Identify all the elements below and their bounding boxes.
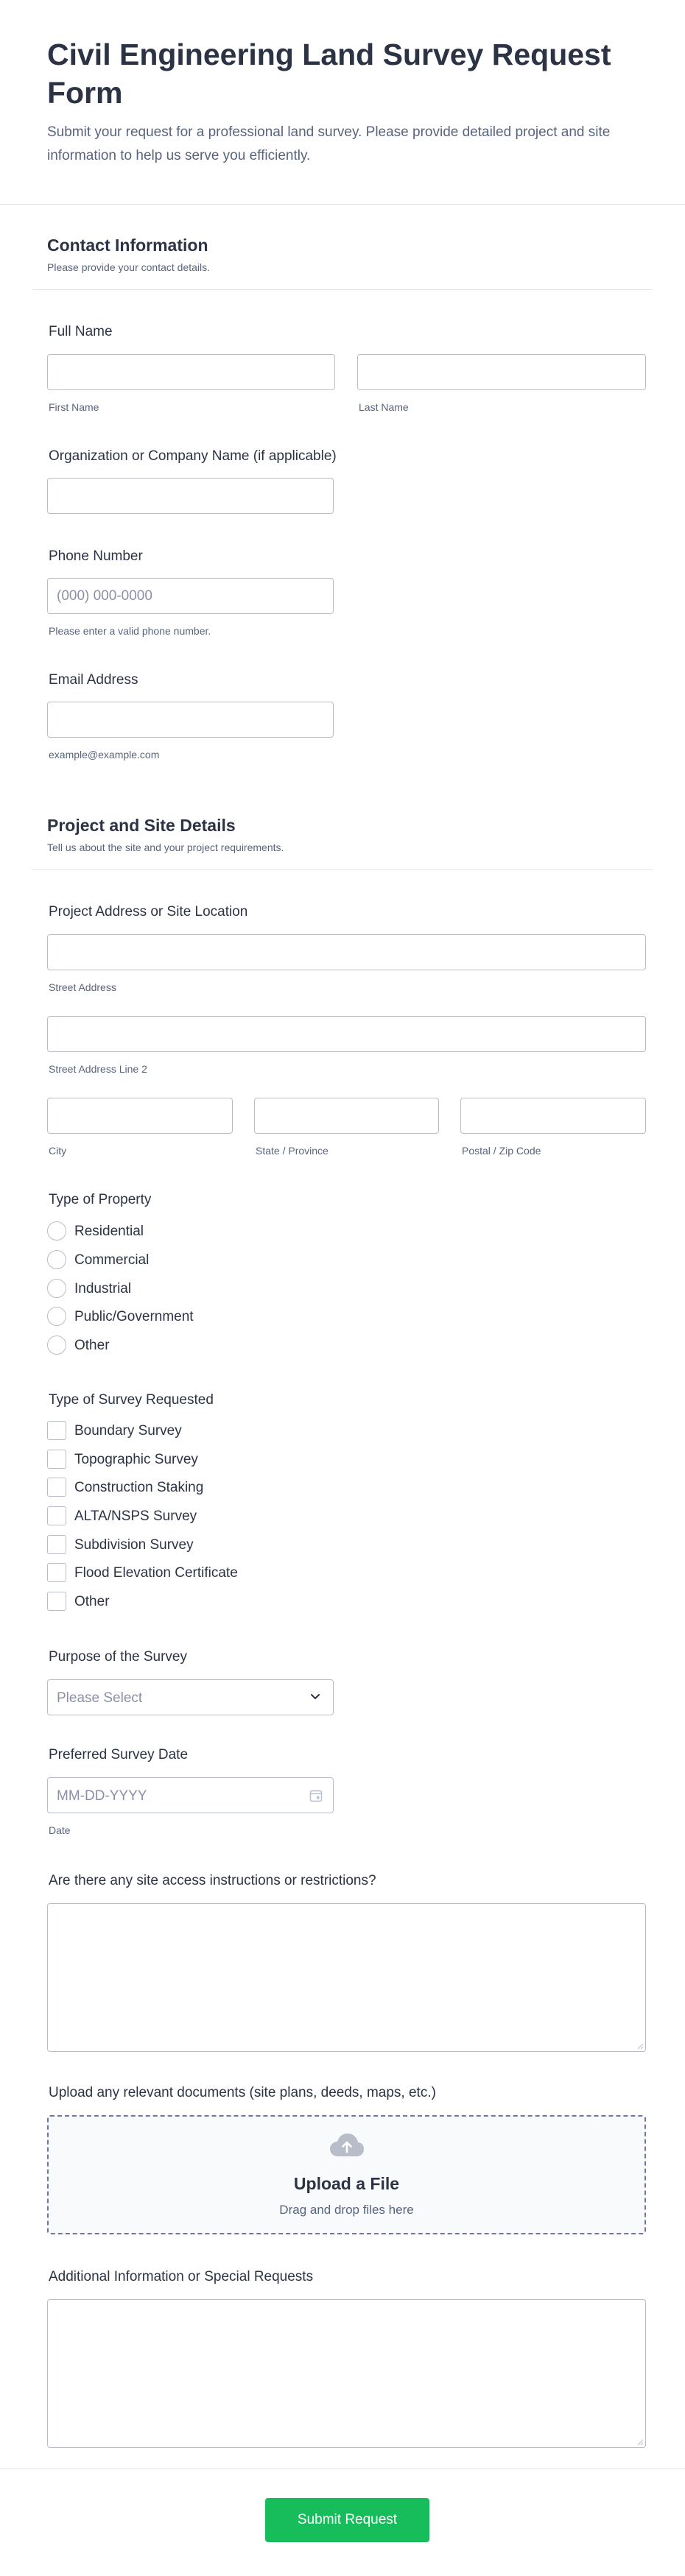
street-address-line2-input[interactable]: [47, 1016, 646, 1052]
option-label: Industrial: [74, 1281, 132, 1296]
checkbox[interactable]: [47, 1478, 66, 1497]
option-label: ALTA/NSPS Survey: [74, 1508, 197, 1524]
checkbox[interactable]: [47, 1563, 66, 1582]
option-label: Subdivision Survey: [74, 1537, 194, 1553]
cloud-upload-icon: [329, 2133, 365, 2158]
radio-button[interactable]: [47, 1335, 66, 1355]
checkbox[interactable]: [47, 1592, 66, 1611]
first-name-input[interactable]: [47, 354, 335, 390]
option-label: Residential: [74, 1224, 144, 1239]
email-label: Email Address: [49, 672, 138, 688]
additional-info-textarea[interactable]: [47, 2299, 646, 2448]
checkbox[interactable]: [47, 1535, 66, 1554]
postal-sublabel: Postal / Zip Code: [462, 1145, 541, 1157]
upload-title: Upload a File: [293, 2174, 400, 2193]
form-header: [0, 0, 685, 205]
option-label: Flood Elevation Certificate: [74, 1565, 238, 1581]
project-section-title: Project and Site Details: [47, 816, 236, 835]
project-divider: [32, 869, 653, 870]
postal-input[interactable]: [460, 1098, 646, 1134]
phone-hint: Please enter a valid phone number.: [49, 625, 211, 637]
radio-button[interactable]: [47, 1279, 66, 1298]
contact-divider: [32, 289, 653, 290]
address-label: Project Address or Site Location: [49, 904, 248, 920]
purpose-label: Purpose of the Survey: [49, 1649, 187, 1665]
state-input[interactable]: [254, 1098, 439, 1134]
property-type-label: Type of Property: [49, 1192, 152, 1207]
survey-type-label: Type of Survey Requested: [49, 1392, 214, 1408]
project-section-subtitle: Tell us about the site and your project requirements.: [47, 841, 284, 853]
phone-label: Phone Number: [49, 548, 143, 564]
access-textarea[interactable]: [47, 1903, 646, 2052]
upload-subtitle: Drag and drop files here: [279, 2203, 414, 2217]
street-address-line2-sublabel: Street Address Line 2: [49, 1063, 147, 1075]
option-label: Topographic Survey: [74, 1452, 198, 1467]
option-label: Other: [74, 1594, 110, 1609]
street-address-input[interactable]: [47, 934, 646, 970]
submit-button[interactable]: Submit Request: [265, 2498, 429, 2542]
form-title: Civil Engineering Land Survey Request Form: [47, 38, 611, 110]
chevron-down-icon: [306, 1687, 324, 1705]
purpose-select[interactable]: [47, 1679, 334, 1715]
option-label: Construction Staking: [74, 1480, 204, 1495]
phone-input[interactable]: [47, 578, 334, 614]
date-input[interactable]: [47, 1777, 334, 1813]
checkbox[interactable]: [47, 1421, 66, 1440]
option-label: Boundary Survey: [74, 1423, 182, 1439]
date-label: Preferred Survey Date: [49, 1747, 189, 1762]
calendar-icon[interactable]: [309, 1789, 323, 1802]
file-upload-dropzone[interactable]: [47, 2115, 646, 2234]
date-placeholder: MM-DD-YYYY: [57, 1788, 147, 1804]
full-name-label: Full Name: [49, 324, 113, 339]
option-label: Commercial: [74, 1252, 150, 1268]
organization-label: Organization or Company Name (if applicable): [49, 448, 337, 464]
purpose-select-value: Please Select: [57, 1690, 143, 1706]
email-input[interactable]: [47, 702, 334, 738]
last-name-input[interactable]: [357, 354, 646, 390]
radio-button[interactable]: [47, 1221, 66, 1241]
email-hint: example@example.com: [49, 749, 160, 761]
resize-grip-icon[interactable]: [636, 2438, 644, 2446]
access-label: Are there any site access instructions or restrictions?: [49, 1873, 376, 1888]
form-subtitle: Submit your request for a professional land survey. Please provide detailed project and site information to help us serve you efficiently.: [47, 124, 611, 163]
contact-section-title: Contact Information: [47, 236, 208, 255]
checkbox[interactable]: [47, 1506, 66, 1525]
state-sublabel: State / Province: [256, 1145, 329, 1157]
option-label: Public/Government: [74, 1309, 194, 1324]
additional-info-label: Additional Information or Special Requests: [49, 2269, 314, 2284]
last-name-sublabel: Last Name: [359, 401, 409, 413]
radio-button[interactable]: [47, 1307, 66, 1326]
resize-grip-icon[interactable]: [636, 2042, 644, 2050]
option-label: Other: [74, 1338, 110, 1353]
city-input[interactable]: [47, 1098, 233, 1134]
city-sublabel: City: [49, 1145, 67, 1157]
contact-section-subtitle: Please provide your contact details.: [47, 261, 211, 273]
date-hint: Date: [49, 1824, 71, 1836]
radio-button[interactable]: [47, 1250, 66, 1269]
organization-input[interactable]: [47, 478, 334, 514]
first-name-sublabel: First Name: [49, 401, 99, 413]
checkbox[interactable]: [47, 1450, 66, 1469]
street-address-sublabel: Street Address: [49, 981, 116, 993]
upload-label: Upload any relevant documents (site plans, deeds, maps, etc.): [49, 2085, 436, 2100]
